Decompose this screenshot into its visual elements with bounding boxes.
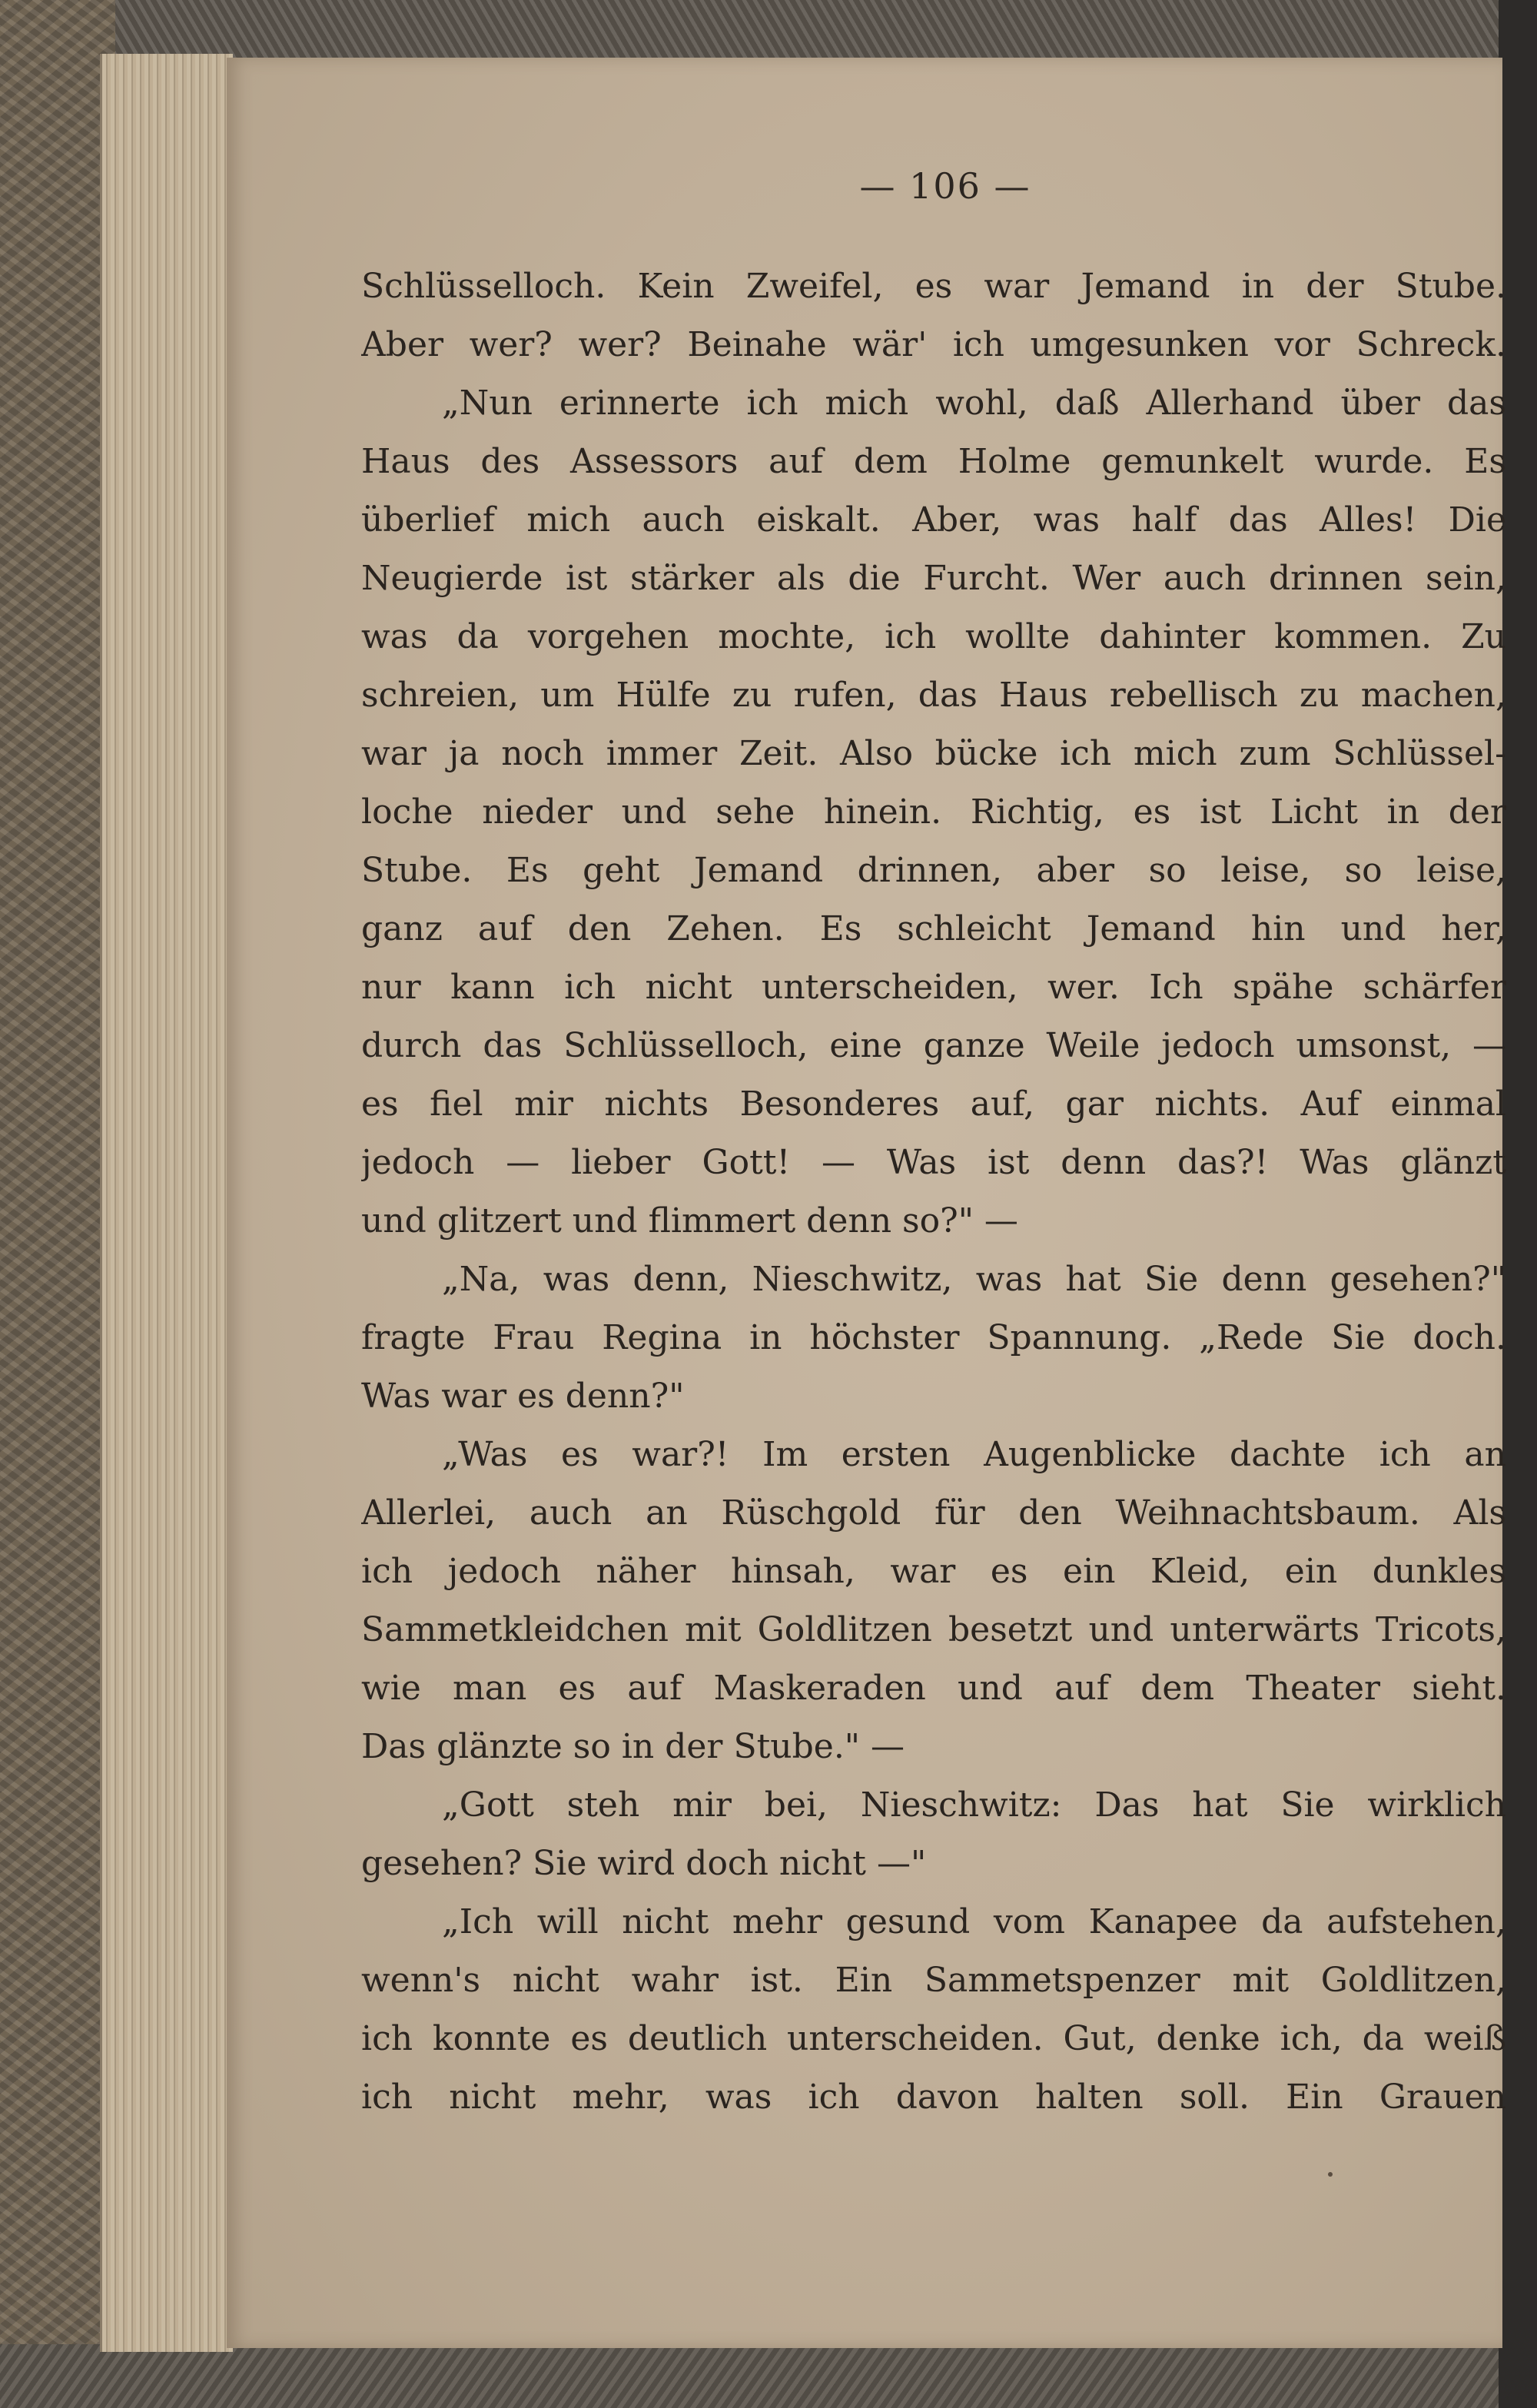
text-line: was da vorgehen mochte, ich wollte dahinter kommen. Zu [361, 617, 1506, 656]
text-line: Das glänzte so in der Stube." — [361, 1727, 905, 1766]
text-line: „Gott steh mir bei, Nieschwitz: Das hat Sie wirklich [442, 1785, 1506, 1825]
page-number: — 106 — [859, 165, 1031, 207]
text-line: es fiel mir nichts Besonderes auf, gar nichts. Auf einmal [361, 1084, 1506, 1124]
text-line: wie man es auf Maskeraden und auf dem Theater sieht. [361, 1669, 1506, 1708]
text-line: „Na, was denn, Nieschwitz, was hat Sie denn gesehen?" [442, 1260, 1506, 1299]
text-line: wenn's nicht wahr ist. Ein Sammetspenzer mit Goldlitzen, [361, 1961, 1506, 2000]
page-edges [100, 54, 233, 2352]
cover-top-edge [0, 0, 1537, 61]
text-line: Stube. Es geht Jemand drinnen, aber so leise, so leise, [361, 851, 1506, 890]
text-line: loche nieder und sehe hinein. Richtig, es ist Licht in der [361, 792, 1506, 832]
text-line: jedoch — lieber Gott! — Was ist denn das?! Was glänzt [361, 1143, 1506, 1182]
dust-speck [1328, 2172, 1333, 2177]
text-line: Sammetkleidchen mit Goldlitzen besetzt und unterwärts Tricots, [361, 1610, 1506, 1649]
text-line: ich nicht mehr, was ich davon halten soll. Ein Grauen [361, 2078, 1506, 2117]
text-line: ganz auf den Zehen. Es schleicht Jemand hin und her, [361, 909, 1506, 948]
cover-left-edge [0, 0, 115, 2408]
text-line: Aber wer? wer? Beinahe wär' ich umgesunken vor Schreck. [361, 325, 1506, 364]
text-line: „Nun erinnerte ich mich wohl, daß Allerhand über das [442, 384, 1506, 423]
text-line: war ja noch immer Zeit. Also bücke ich mich zum Schlüssel- [361, 734, 1506, 773]
text-line: Allerlei, auch an Rüschgold für den Weihnachtsbaum. Als [361, 1493, 1506, 1533]
text-line: „Was es war?! Im ersten Augenblicke dachte ich an [442, 1435, 1506, 1474]
cover-bottom-edge [0, 2344, 1537, 2408]
text-line: Neugierde ist stärker als die Furcht. Wer auch drinnen sein, [361, 559, 1506, 598]
text-line: überlief mich auch eiskalt. Aber, was half das Alles! Die [361, 500, 1506, 540]
text-line: und glitzert und flimmert denn so?" — [361, 1201, 1018, 1241]
text-line: ich konnte es deutlich unterscheiden. Gut, denke ich, da weiß [361, 2019, 1506, 2058]
text-line: durch das Schlüsselloch, eine ganze Weile jedoch umsonst, — [361, 1026, 1506, 1065]
text-line: Schlüsselloch. Kein Zweifel, es war Jemand in der Stube. [361, 267, 1506, 306]
text-line: nur kann ich nicht unterscheiden, wer. Ich spähe schärfer [361, 968, 1506, 1007]
text-line: schreien, um Hülfe zu rufen, das Haus rebellisch zu machen, [361, 676, 1506, 715]
body-text [361, 257, 1506, 2127]
text-line: Haus des Assessors auf dem Holme gemunkelt wurde. Es [361, 442, 1506, 481]
text-line: „Ich will nicht mehr gesund vom Kanapee da aufstehen, [442, 1902, 1506, 1941]
text-line: gesehen? Sie wird doch nicht —" [361, 1844, 927, 1883]
text-line: ich jedoch näher hinsah, war es ein Kleid, ein dunkles [361, 1552, 1506, 1591]
text-line: Was war es denn?" [361, 1377, 685, 1416]
text-line: fragte Frau Regina in höchster Spannung. „Rede Sie doch. [361, 1318, 1506, 1357]
